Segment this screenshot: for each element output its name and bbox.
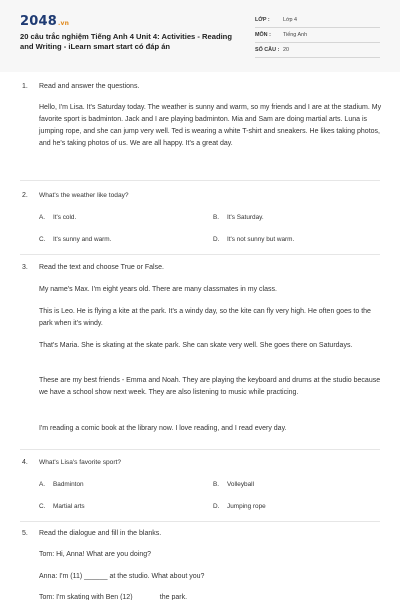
meta-value: 20 (283, 47, 289, 53)
question-prompt: What's the weather like today? (39, 192, 129, 199)
dialogue-line: Tom: I'm skating with Ben (12) ______ the park. (39, 594, 188, 600)
reading-paragraph: This is Leo. He is flying a kite at the park. It's a windy day, so the kite can fly very high. He often goes to the park when it's windy. (39, 308, 371, 327)
answer-option-d[interactable]: D. Jumping rope (213, 503, 266, 510)
document-title: 20 câu trắc nghiệm Tiếng Anh 4 Unit 4: Activities - Reading and Writing - iLearn smart start có đáp án (20, 32, 232, 51)
reading-paragraph: I'm reading a comic book at the library now. I love reading, and I read every day. (39, 425, 287, 432)
meta-question-count (255, 44, 380, 58)
meta-label: LỚP : (255, 17, 270, 23)
reading-paragraph: These are my best friends - Emma and Noah. They are playing the keyboard and drums at the studio because we have a school show next week. They are also listening to music while practicing. (39, 377, 381, 396)
divider (20, 449, 380, 450)
meta-grade (255, 14, 380, 28)
meta-subject (255, 29, 380, 43)
divider (20, 521, 380, 522)
meta-label: MÔN : (255, 32, 271, 38)
meta-label: SỐ CÂU : (255, 47, 280, 53)
answer-option-a[interactable]: A. It's cold. (39, 214, 77, 221)
answer-option-c[interactable]: C. It's sunny and warm. (39, 236, 112, 243)
answer-option-d[interactable]: D. It's not sunny but warm. (213, 236, 295, 243)
meta-value: Tiếng Anh (283, 32, 308, 38)
dialogue-line: Tom: Hi, Anna! What are you doing? (39, 551, 152, 558)
reading-paragraph: My name's Max. I'm eight years old. There are many classmates in my class. (39, 286, 277, 293)
question-number: 3. (22, 264, 28, 271)
answer-option-a[interactable]: A. Badminton (39, 481, 84, 488)
question-number: 1. (22, 83, 28, 90)
answer-option-c[interactable]: C. Martial arts (39, 503, 85, 510)
question-prompt: Read the text and choose True or False. (39, 264, 164, 271)
question-number: 5. (22, 530, 28, 537)
document-header (0, 0, 400, 72)
answer-option-b[interactable]: B. Volleyball (213, 481, 255, 488)
divider (20, 254, 380, 255)
question-prompt: What's Lisa's favorite sport? (39, 459, 122, 466)
divider (20, 180, 380, 181)
meta-value: Lớp 4 (283, 17, 298, 23)
question-number: 4. (22, 459, 28, 466)
question-number: 2. (22, 192, 28, 199)
dialogue-line: Anna: I'm (11) ______ at the studio. What about you? (39, 573, 205, 580)
question-prompt: Read the dialogue and fill in the blanks. (39, 530, 162, 537)
reading-paragraph: That's Maria. She is skating at the skate park. She can skate very well. She goes there on Saturdays. (39, 342, 353, 349)
site-logo[interactable]: 2048.vn (20, 14, 70, 29)
question-prompt: Read and answer the questions. (39, 83, 140, 90)
reading-passage: Hello, I'm Lisa. It's Saturday today. The weather is sunny and warm, so my friends and I are at the stadium. My favorite sport is badminton. Jack and I are playing badminton. Mia and Sam are doing martial arts. Luna is jumping rope, and she can jump very well. Ted is wearing a white T-shirt and sneakers. He likes taking photos, and he's taking photos of us. We are all happy. It's a great day. (39, 104, 382, 147)
answer-option-b[interactable]: B. It's Saturday. (213, 214, 264, 221)
